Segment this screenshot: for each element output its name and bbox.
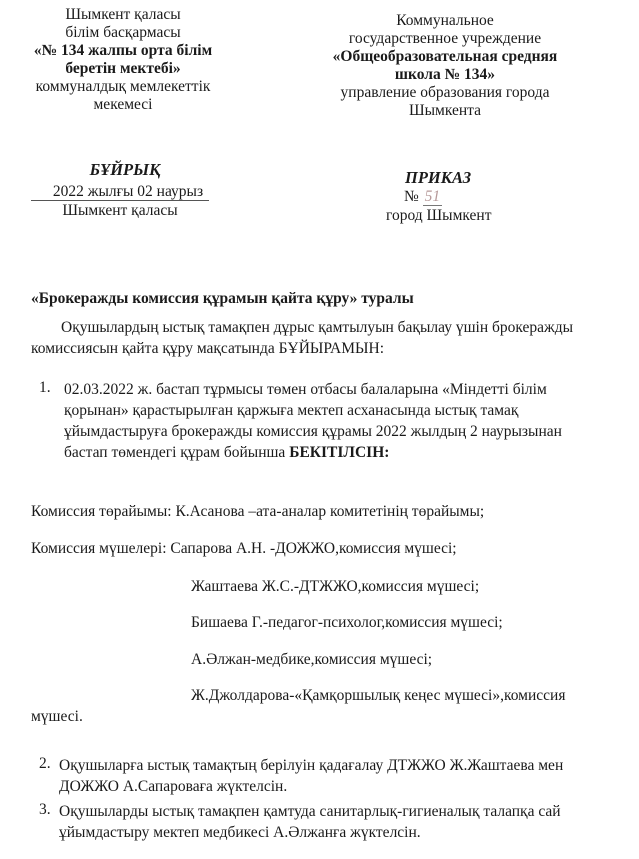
item1-line1: 02.03.2022 ж. бастап тұрмысы төмен отбасы балаларына «Міндетті білім	[64, 381, 547, 398]
right-header-line5: управление образования города	[340, 84, 550, 101]
right-order-city: город Шымкент	[386, 207, 492, 224]
item3-line1: Оқушыларды ыстық тамақпен қамтуда санитарлық-гигиеналық талапқа сай	[59, 803, 561, 820]
item2-line1: Оқушыларға ыстық тамақтың берілуін қадағалау ДТЖЖО Ж.Жаштаева мен	[59, 757, 564, 774]
left-header-line5: коммуналдық мемлекеттік	[35, 78, 211, 95]
item2-number: 2.	[39, 755, 51, 772]
intro-paragraph	[31, 317, 573, 359]
commission-member5: Ж.Джолдарова-«Қамқоршылық кеңес мүшесі»,комиссия	[191, 687, 566, 704]
left-header	[0, 6, 246, 114]
left-order-city: Шымкент қаласы	[62, 202, 178, 219]
item2-text	[59, 755, 563, 797]
intro-line1: Оқушылардың ыстық тамақпен дұрыс қамтылуын бақылау үшін брокеражды	[61, 319, 574, 336]
item1-text	[64, 379, 562, 463]
left-header-line2: білім басқармасы	[65, 24, 181, 41]
item1-line4-text: бастап төмендегі құрам бойынша	[64, 444, 290, 461]
order-date: 2022 жылғы 02 наурыз	[31, 183, 209, 201]
item2-line2: ДОЖЖО А.Сапароваға жүктелсін.	[59, 778, 288, 795]
item1-line3: ұйымдастыруға брокеражды комиссия құрамы 2022 жылдың 2 наурызынан	[64, 423, 562, 440]
left-header-line1: Шымкент қаласы	[65, 6, 181, 23]
commission-member2: Жаштаева Ж.С.-ДТЖЖО,комиссия мүшесі;	[191, 578, 480, 595]
item3-number: 3.	[39, 801, 51, 818]
left-order-date	[18, 182, 222, 201]
order-subject: «Брокеражды комиссия құрамын қайта құру» туралы	[31, 290, 414, 307]
right-order-title: ПРИКАЗ	[405, 168, 472, 187]
right-header-line4: школа № 134»	[394, 66, 496, 83]
item3-text	[59, 801, 561, 843]
commission-member5-cont: мүшесі.	[31, 708, 83, 725]
right-header-line3: «Общеобразовательная средняя	[332, 48, 558, 65]
right-header	[312, 12, 578, 120]
right-header-line2: государственное учреждение	[348, 30, 542, 47]
item1-line4	[64, 442, 562, 463]
right-order-number	[404, 188, 442, 206]
commission-members: Комиссия мүшелері: Сапарова А.Н. -ДОЖЖО,комиссия мүшесі;	[31, 540, 457, 557]
item1-approve: БЕКІТІЛСІН:	[289, 444, 390, 461]
right-header-line6: Шымкента	[408, 102, 482, 119]
commission-member3: Бишаева Г.-педагог-психолог,комиссия мүшесі;	[191, 614, 503, 631]
commission-chair: Комиссия төрайымы: К.Асанова –ата-аналар комитетінің төрайымы;	[31, 503, 485, 520]
item1-number: 1.	[39, 379, 51, 396]
left-header-line6: мекемесі	[93, 96, 153, 113]
item1-line2: қорынан» қарастырылған қаржыға мектеп асханасында ыстық тамақ	[64, 402, 519, 419]
commission-member4: А.Әлжан-медбике,комиссия мүшесі;	[191, 651, 433, 668]
left-header-line4: беретін мектебі»	[65, 60, 181, 77]
order-number-value: 51	[424, 188, 441, 205]
intro-line2: комиссиясын қайта құру мақсатында БҰЙЫРАМЫН:	[31, 340, 385, 357]
right-header-line1: Коммунальное	[396, 12, 494, 29]
left-header-line3: «№ 134 жалпы орта білім	[33, 42, 213, 59]
order-number-label: №	[404, 188, 419, 205]
item3-line2: ұйымдастыру мектеп медбикесі А.Әлжанға жүктелсін.	[59, 824, 421, 841]
left-order-title: БҰЙРЫҚ	[89, 160, 161, 179]
